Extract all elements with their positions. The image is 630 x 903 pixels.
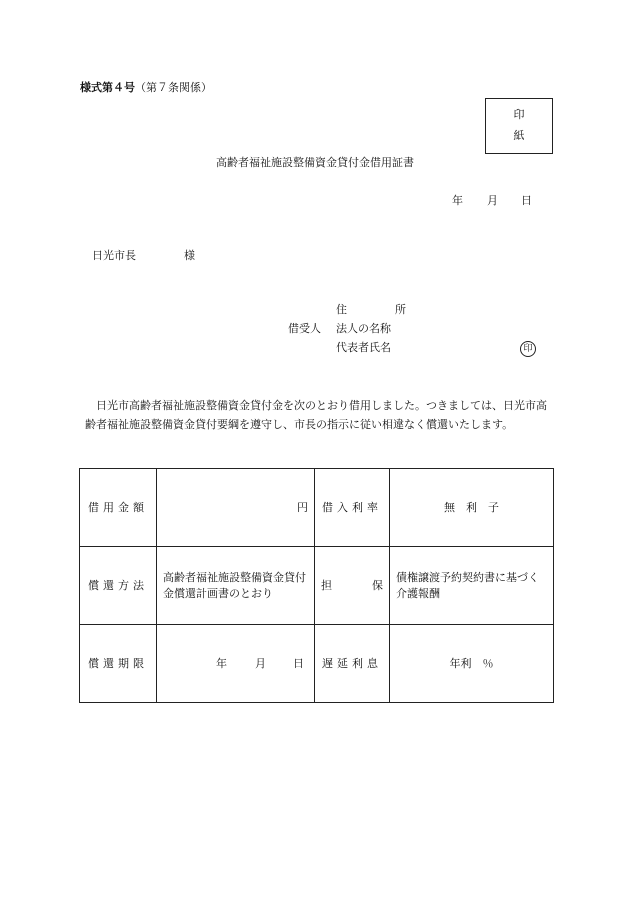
form-relation: （第７条関係） xyxy=(135,81,212,94)
corp-name-label: 法人の名称 xyxy=(336,322,391,335)
stamp-label-2: 紙 xyxy=(513,129,525,142)
form-number-text: 様式第４号 xyxy=(80,81,135,94)
addressee-honorific: 様 xyxy=(184,249,195,262)
deadline-day: 日 xyxy=(293,656,304,670)
addressee-name: 日光市長 xyxy=(92,249,136,262)
deadline-year: 年 xyxy=(216,656,227,670)
table-row xyxy=(80,469,554,547)
address-label-a: 住 xyxy=(336,303,347,316)
interest-rate-label: 借入利率 xyxy=(315,469,390,547)
repayment-deadline-cell xyxy=(157,625,315,703)
table-row xyxy=(80,547,554,625)
collateral-value: 債権譲渡予約契約書に基づく介護報酬 xyxy=(390,547,554,625)
form-number xyxy=(80,81,212,95)
document-title: 高齢者福祉施設整備資金貸付金借用証書 xyxy=(216,156,414,169)
collateral-label-b: 保 xyxy=(372,578,383,592)
date-year: 年 xyxy=(452,194,463,207)
seal-mark-icon: 印 xyxy=(520,341,536,357)
repayment-method-value: 高齢者福祉施設整備資金貸付金償還計画書のとおり xyxy=(157,547,315,625)
interest-rate-value: 無 利 子 xyxy=(390,469,554,547)
loan-details-table xyxy=(79,468,554,703)
table-row xyxy=(80,625,554,703)
date-day: 日 xyxy=(521,194,532,207)
late-interest-value: 年利 ％ xyxy=(390,625,554,703)
body-paragraph xyxy=(85,396,553,434)
late-interest-label: 遅延利息 xyxy=(315,625,390,703)
stamp-label-1: 印 xyxy=(513,108,525,121)
borrower-label: 借受人 xyxy=(288,322,321,335)
repayment-method-label: 償還方法 xyxy=(80,547,157,625)
representative-label: 代表者氏名 xyxy=(336,341,391,354)
loan-amount-label: 借用金額 xyxy=(80,469,157,547)
body-text: 日光市高齢者福祉施設整備資金貸付金を次のとおり借用しました。つきましては、日光市高齢者福祉施設整備資金貸付要綱を遵守し、市長の指示に従い相違なく償還いたします。 xyxy=(85,399,547,431)
deadline-month: 月 xyxy=(255,656,266,670)
body-indent xyxy=(85,399,96,412)
revenue-stamp-box xyxy=(485,98,553,154)
collateral-label-a: 担 xyxy=(321,578,332,592)
repayment-deadline-label: 償還期限 xyxy=(80,625,157,703)
loan-amount-value: 円 xyxy=(157,469,315,547)
collateral-label-cell xyxy=(315,547,390,625)
date-month: 月 xyxy=(487,194,498,207)
address-label-b: 所 xyxy=(395,303,406,316)
